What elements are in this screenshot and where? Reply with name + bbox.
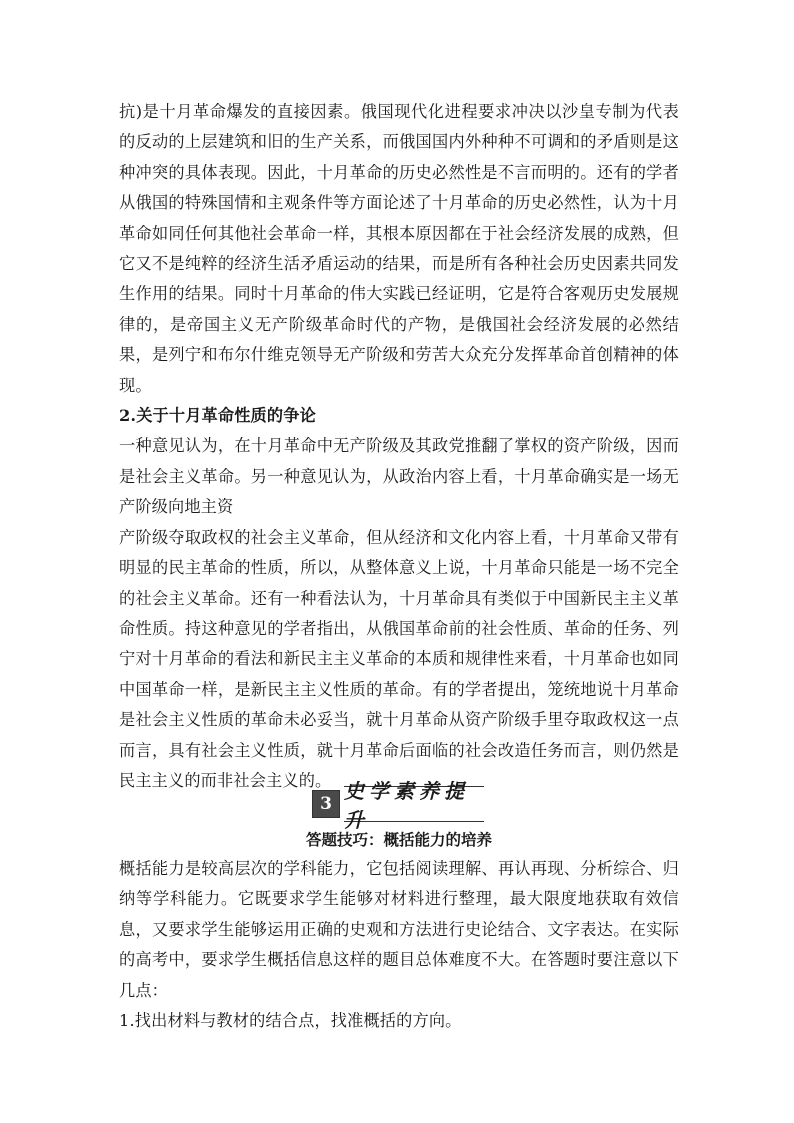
- section-number-badge: 3: [312, 790, 340, 818]
- body-section-2: [119, 854, 679, 1036]
- section-title: 史学素养提升: [344, 786, 484, 822]
- list-item-1: 1.找出材料与教材的结合点，找准概括的方向。: [119, 1011, 462, 1031]
- section-subtitle: 答题技巧：概括能力的培养: [305, 830, 492, 849]
- section-banner: [312, 779, 484, 832]
- section-heading-nature-debate: 2.关于十月革命性质的争论: [119, 406, 316, 426]
- paragraph-nature-debate-2: 产阶级夺取政权的社会主义革命，但从经济和文化内容上看，十月革命又带有明显的民主革命的性质，所以，从整体意义上说，十月革命只能是一场不完全的社会主义革命。还有一种看法认为，十月革命具有类似于中国新民主主义革命性质。持这种意见的学者指出，从俄国革命前的社会性质、革命的任务、列宁对十月革命的看法和新民主主义革命的本质和规律性来看，十月革命也如同中国革命一样，是新民主主义性质的革命。有的学者提出，笼统地说十月革命是社会主义性质的革命未必妥当，就十月革命从资产阶级手里夺取政权这一点而言，具有社会主义性质，就十月革命后面临的社会改造任务而言，则仍然是民主主义的而非社会主义的。: [119, 527, 679, 790]
- paragraph-historical-necessity: 抗)是十月革命爆发的直接因素。俄国现代化进程要求冲决以沙皇专制为代表的反动的上层建筑和旧的生产关系，而俄国国内外种种不可调和的矛盾则是这种冲突的具体表现。因此，十月革命的历史必然性是不言而明的。还有的学者从俄国的特殊国情和主观条件等方面论述了十月革命的历史必然性，认为十月革命如同任何其他社会革命一样，其根本原因都在于社会经济发展的成熟，但它又不是纯粹的经济生活矛盾运动的结果，而是所有各种社会历史因素共同发生作用的结果。同时十月革命的伟大实践已经证明，它是符合客观历史发展规律的，是帝国主义无产阶级革命时代的产物，是俄国社会经济发展的必然结果，是列宁和布尔什维克领导无产阶级和劳苦大众充分发挥革命首创精神的体现。: [119, 102, 679, 395]
- paragraph-summarizing-ability: 概括能力是较高层次的学科能力，它包括阅读理解、再认再现、分析综合、归纳等学科能力。它既要求学生能够对材料进行整理，最大限度地获取有效信息，又要求学生能够运用正确的史观和方法进行史论结合、文字表达。在实际的高考中，要求学生概括信息这样的题目总体难度不大。在答题时要注意以下几点：: [119, 859, 679, 1000]
- body-section-1: [119, 97, 679, 796]
- paragraph-nature-debate-1: 一种意见认为，在十月革命中无产阶级及其政党推翻了掌权的资产阶级，因而是社会主义革命。另一种意见认为，从政治内容上看，十月革命确实是一场无产阶级向地主资: [119, 436, 679, 517]
